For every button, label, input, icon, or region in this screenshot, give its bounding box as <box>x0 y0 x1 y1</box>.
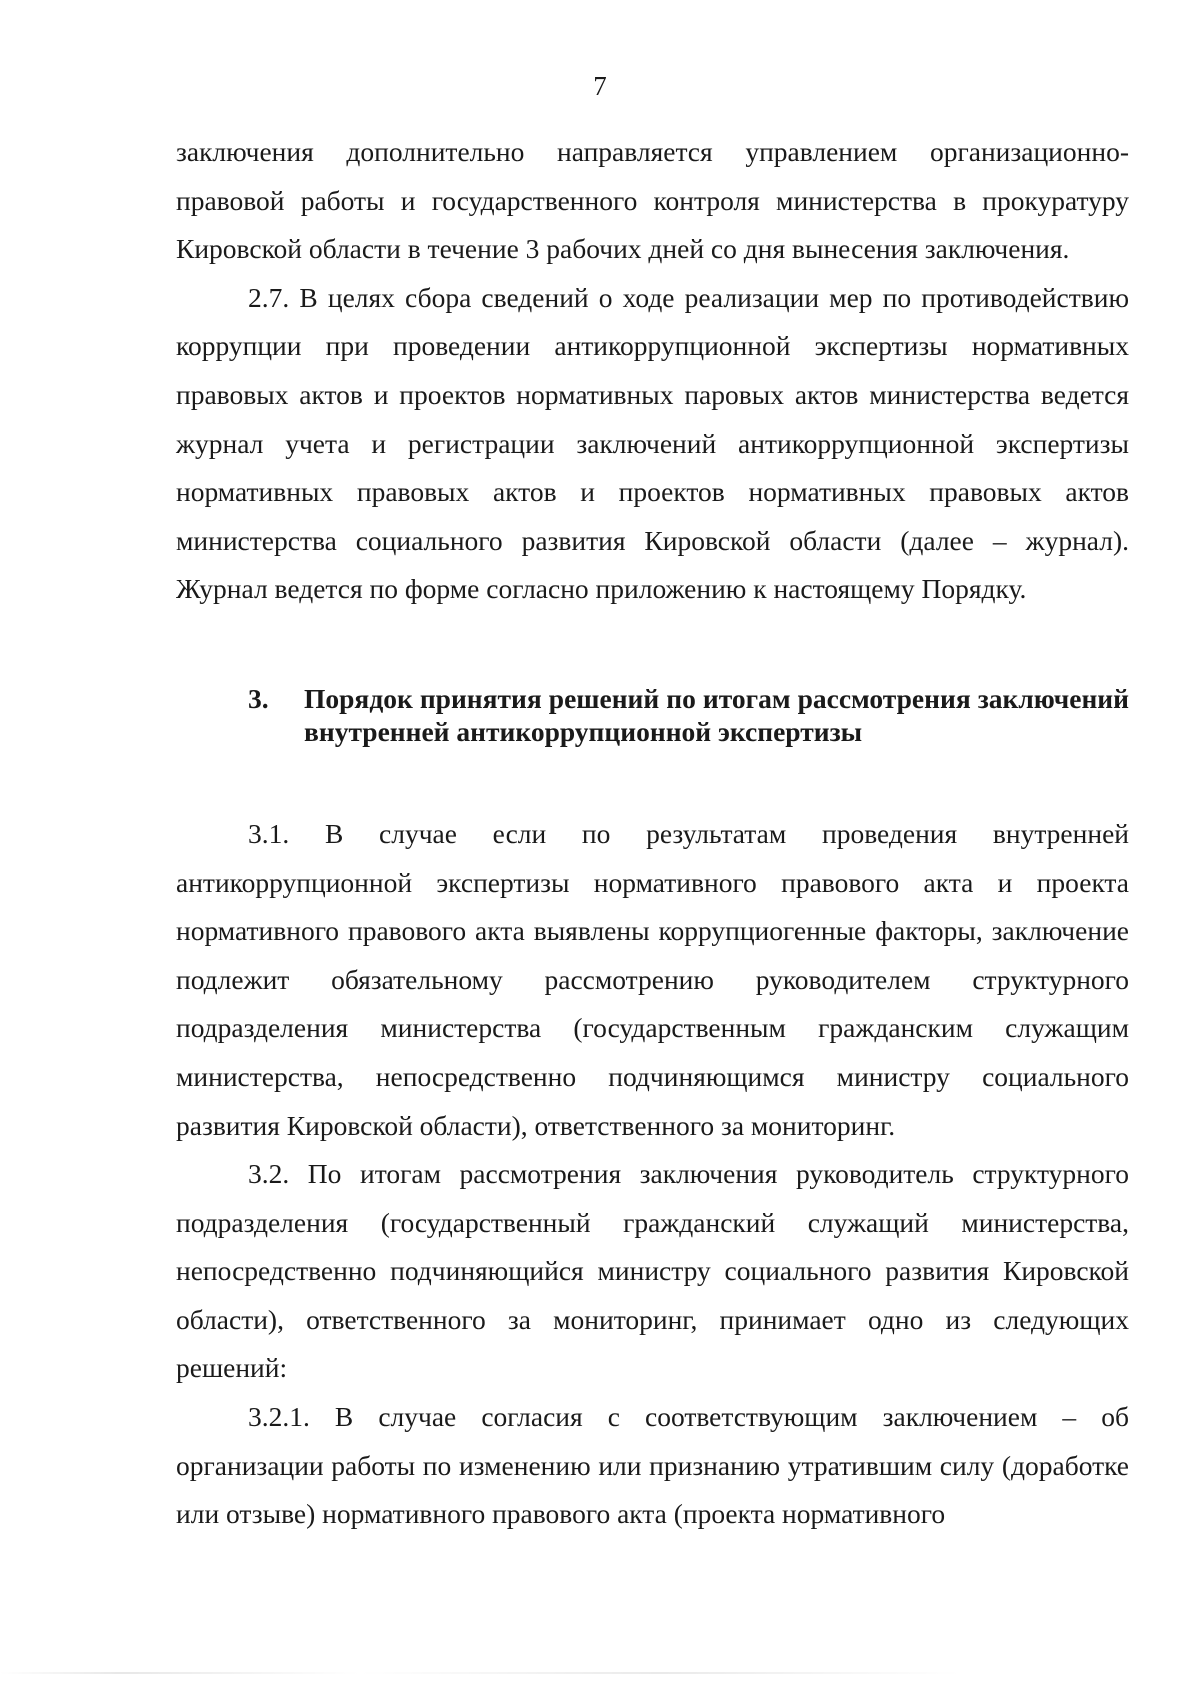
paragraph-2-7: 2.7. В целях сбора сведений о ходе реализации мер по противодействию коррупции при проведении антикоррупционной экспертизы нормативных правовых актов и проектов нормативных паровых актов министерства ведется журнал учета и регистрации заключений антикоррупционной экспертизы нормативных правовых актов и проектов нормативных правовых актов министерства социального развития Кировской области (далее – журнал). Журнал ведется по форме согласно приложению к настоящему Порядку. <box>176 281 1129 605</box>
section-number: 3. <box>248 682 269 714</box>
paragraph-3-2: 3.2. По итогам рассмотрения заключения руководитель структурного подразделения (государственный гражданский служащий министерства, непосредственно подчиняющийся министру социального развития Кировской области), ответственного за мониторинг, принимает одно из следующих решений: <box>176 1158 1129 1384</box>
scan-edge-artifact <box>0 1672 1200 1674</box>
section-heading <box>248 682 1129 748</box>
page-number: 7 <box>593 71 607 101</box>
paragraph-3-2-1: 3.2.1. В случае согласия с соответствующим заключением – об организации работы по изменению или признанию утратившим силу (доработке или отзыве) нормативного правового акта (проекта нормативного <box>176 1401 1129 1530</box>
section-title: Порядок принятия решений по итогам рассмотрения заключений внутренней антикоррупционной экспертизы <box>304 682 1129 747</box>
document-body <box>176 128 1129 1539</box>
paragraph-continuation: заключения дополнительно направляется управлением организационно-правовой работы и государственного контроля министерства в прокуратуру Кировской области в течение 3 рабочих дней со дня вынесения заключения. <box>176 136 1129 265</box>
paragraph-3-1: 3.1. В случае если по результатам проведения внутренней антикоррупционной экспертизы нормативного правового акта и проекта нормативного правового акта выявлены коррупциогенные факторы, заключение подлежит обязательному рассмотрению руководителем структурного подразделения министерства (государственным гражданским служащим министерства, непосредственно подчиняющимся министру социального развития Кировской области), ответственного за мониторинг. <box>176 817 1129 1141</box>
